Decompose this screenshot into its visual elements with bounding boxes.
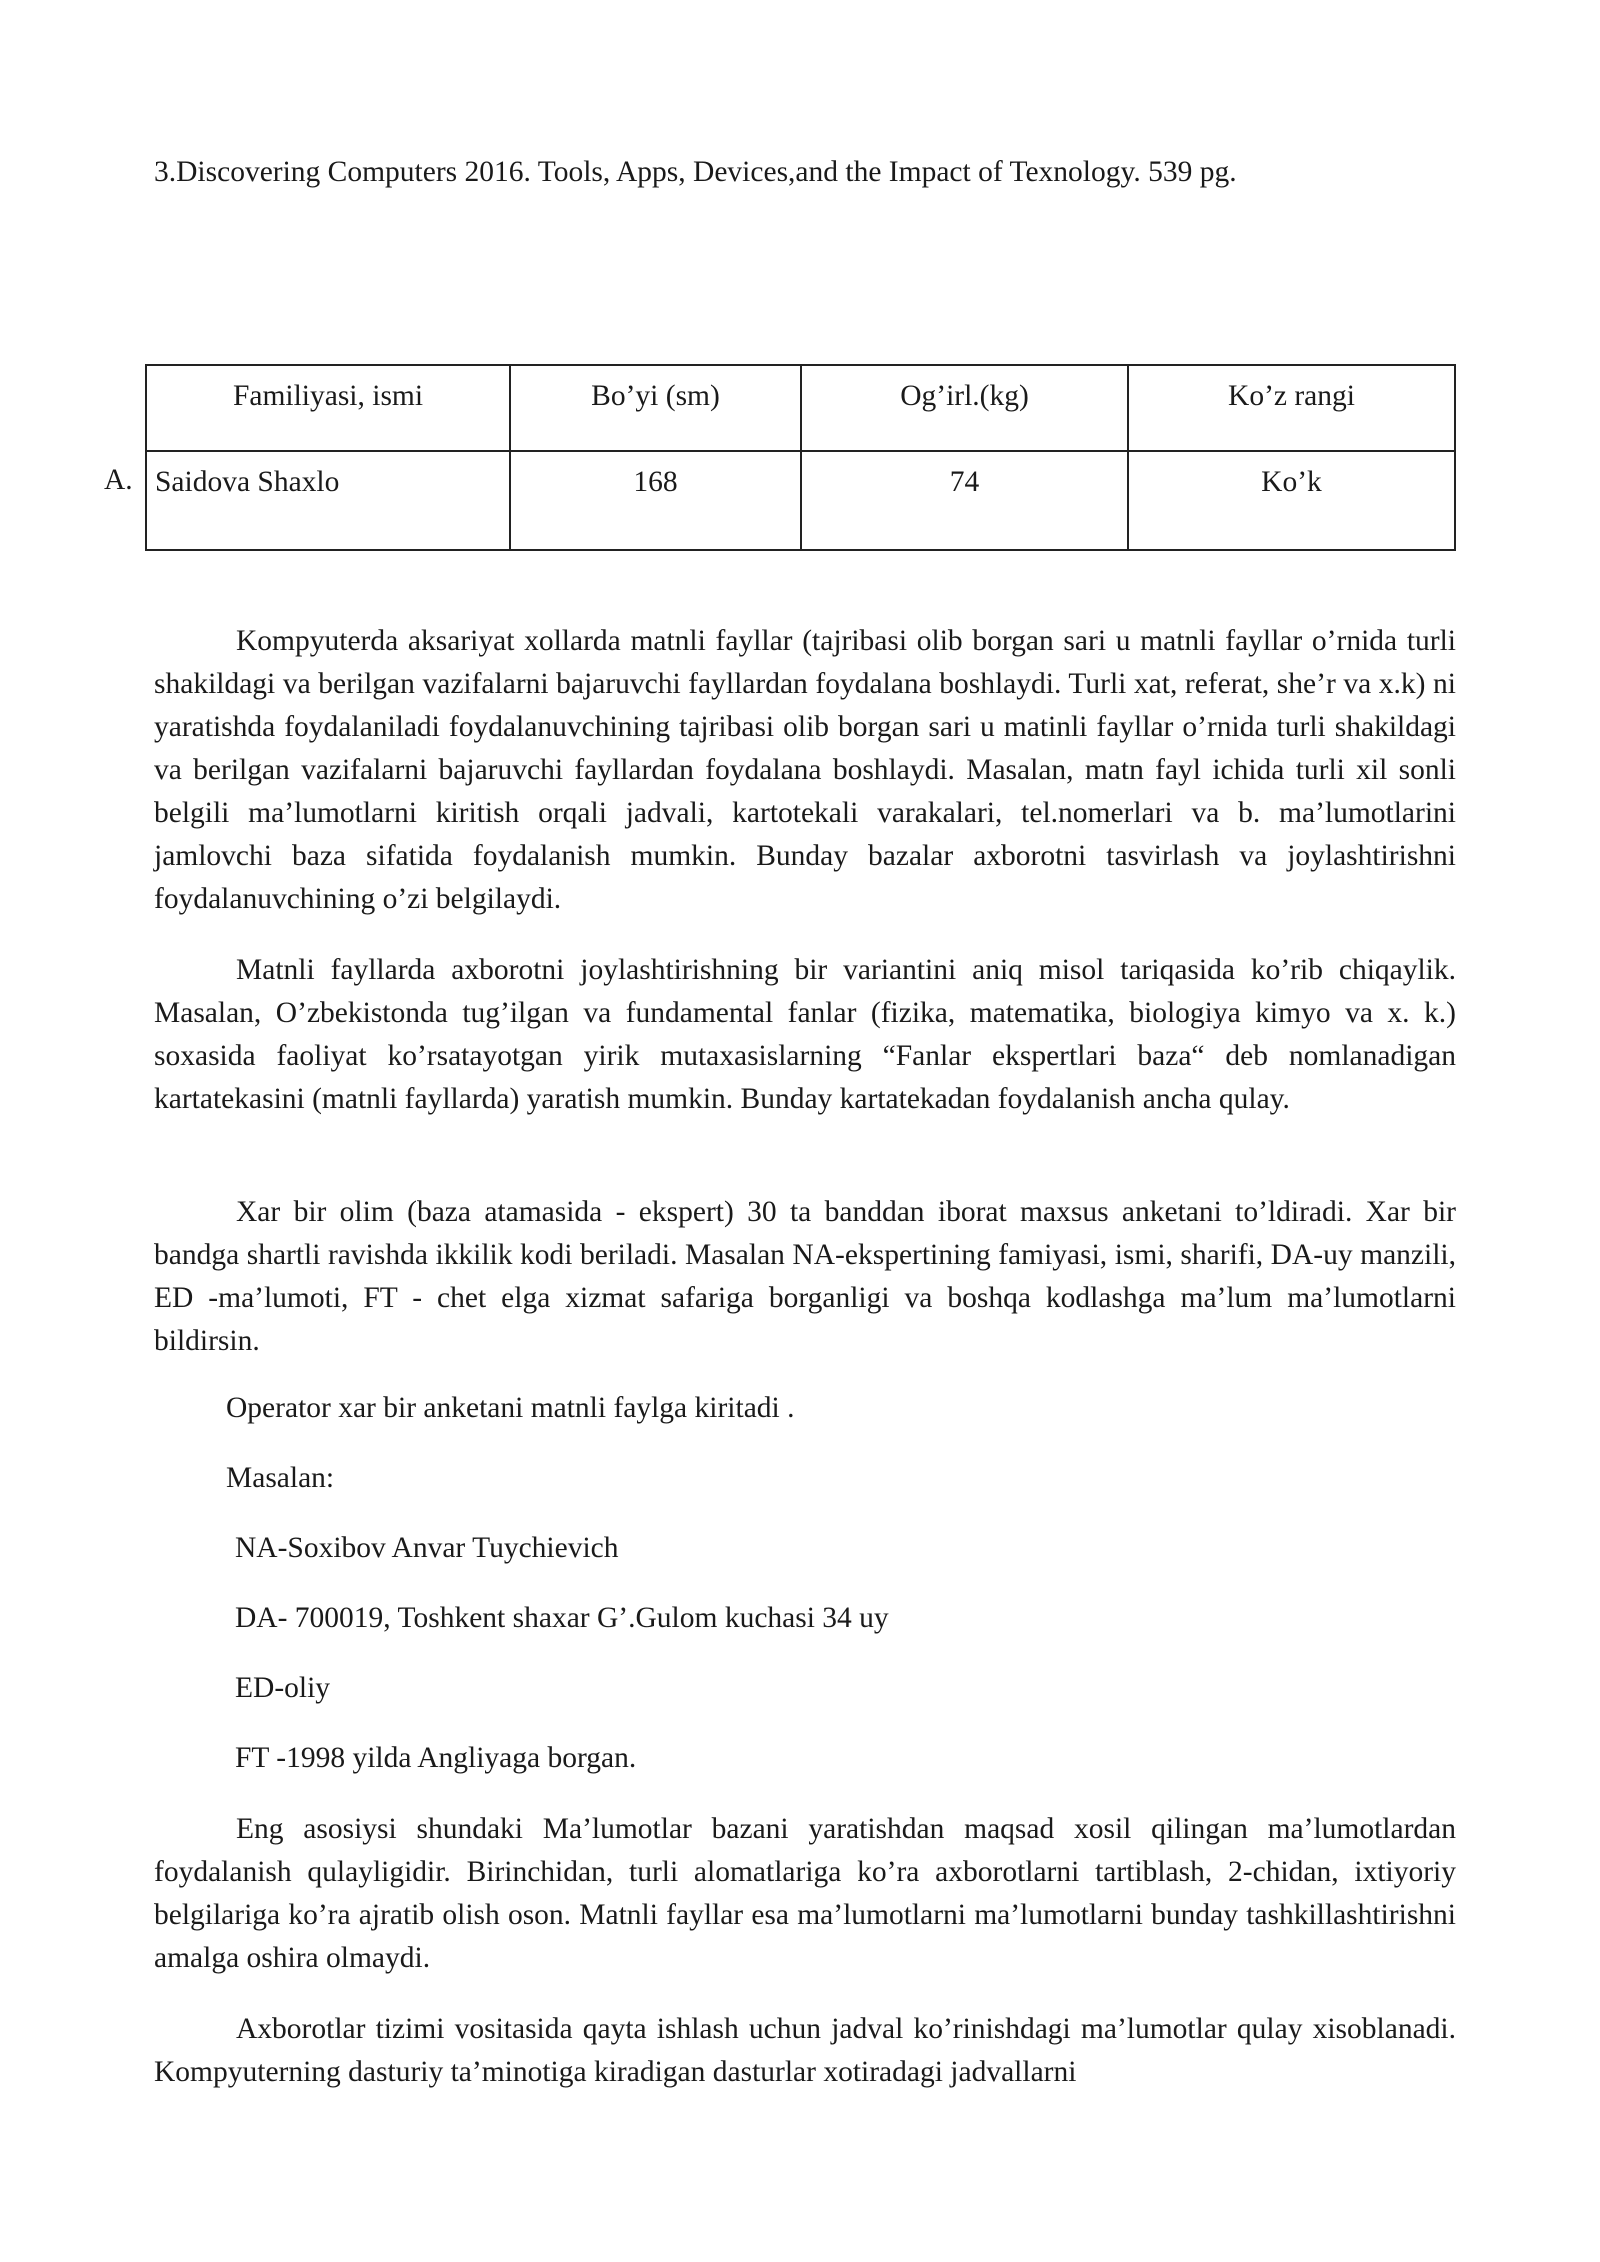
table-header-row — [146, 365, 1455, 451]
paragraph-3: Xar bir olim (baza atamasida - ekspert) 30 ta banddan iborat maxsus anketani to’ldiradi. Xar bir bandga shartli ravishda ikkilik kodi beriladi. Masalan NA-ekspertining famiyasi, ismi, sharifi, DA-uy manzili, ED -ma’lumoti, FT - chet elga xizmat safariga borganligi va boshqa kodlashga ma’lum ma’lumotlarni bildirsin. — [154, 1196, 1456, 1357]
cell-name: Saidova Shaxlo — [146, 451, 510, 550]
reference-line: 3.Discovering Computers 2016. Tools, Apps, Devices,and the Impact of Texnology. 539 pg. — [154, 156, 1237, 188]
example-line-1: NA-Soxibov Anvar Tuychievich — [235, 1532, 619, 1564]
paragraph-4: Eng asosiysi shundaki Ma’lumotlar bazani yaratishdan maqsad xosil qilingan ma’lumotlardan foydalanish qulayligidir. Birinchidan, turli alomatlariga ko’ra axborotlarni tartiblash, 2-chidan, ixtiyoriy belgilariga ko’ra ajratib olish oson. Matnli fayllar esa ma’lumotlarni ma’lumotlarni bunday tashkillashtirishni amalga oshira olmaydi. — [154, 1813, 1456, 1974]
table-row — [146, 451, 1455, 550]
cell-height: 168 — [510, 451, 801, 550]
example-label: Masalan: — [226, 1462, 335, 1494]
paragraph-5: Axborotlar tizimi vositasida qayta ishlash uchun jadval ko’rinishdagi ma’lumotlar qulay xisoblanadi. Kompyuterning dasturiy ta’minotiga kiradigan dasturlar xotiradagi jadvallarni — [154, 2013, 1456, 2088]
header-height: Bo’yi (sm) — [510, 365, 801, 451]
example-line-4: FT -1998 yilda Angliyaga borgan. — [235, 1742, 637, 1774]
cell-weight: 74 — [801, 451, 1128, 550]
header-eye-color: Ko’z rangi — [1128, 365, 1455, 451]
row-marker: A. — [104, 464, 133, 496]
header-name: Familiyasi, ismi — [146, 365, 510, 451]
operator-line: Operator xar bir anketani matnli faylga kiritadi . — [226, 1392, 795, 1424]
paragraph-1: Kompyuterda aksariyat xollarda matnli fayllar (tajribasi olib borgan sari u matnli fayllar o’rnida turli shakildagi va berilgan vazifalarni bajaruvchi fayllardan foydalana boshlaydi. Turli xat, referat, she’r va x.k) ni yaratishda foydalaniladi foydalanuvchining tajribasi olib borgan sari u matinli fayllar o’rnida turli shakildagi va berilgan vazifalarni bajaruvchi fayllardan foydalana boshlaydi. Masalan, matn fayl ichida turli xil sonli belgili ma’lumotlarni kiritish orqali jadvali, kartotekali varakalari, tel.nomerlari va b. ma’lumotlarini jamlovchi baza sifatida foydalanish mumkin. Bunday bazalar axborotni tasvirlash va joylashtirishni foydalanuvchining o’zi belgilaydi. — [154, 625, 1456, 915]
data-table — [145, 364, 1456, 551]
header-weight: Og’irl.(kg) — [801, 365, 1128, 451]
paragraph-2: Matnli fayllarda axborotni joylashtirishning bir variantini aniq misol tariqasida ko’rib chiqaylik. Masalan, O’zbekistonda tug’ilgan va fundamental fanlar (fizika, matematika, biologiya kimyo va x. k.) soxasida faoliyat ko’rsatayotgan yirik mutaxasislarning “Fanlar ekspertlari baza“ deb nomlanadigan kartatekasini (matnli fayllarda) yaratish mumkin. Bunday kartatekadan foydalanish ancha qulay. — [154, 954, 1456, 1115]
cell-eye-color: Ko’k — [1128, 451, 1455, 550]
example-line-3: ED-oliy — [235, 1672, 331, 1704]
example-line-2: DA- 700019, Toshkent shaxar G’.Gulom kuchasi 34 uy — [235, 1602, 889, 1634]
